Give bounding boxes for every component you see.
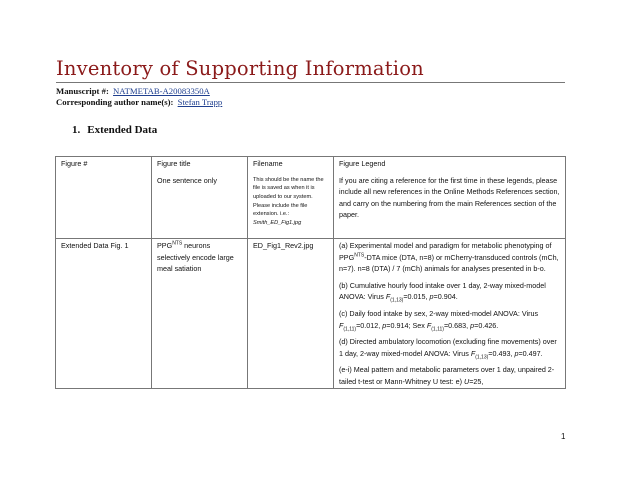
row-figure-num: Extended Data Fig. 1: [61, 241, 129, 250]
filename-example: Smith_ED_Fig1.jpg: [253, 220, 302, 227]
legend-d: (d) Directed ambulatory locomotion (excluding fine movements) over 1 day, 2-way mixed-model ANOVA: Virus $F_{(1,13)}=0.493$, p=0.497.: [339, 337, 557, 361]
title-rule: [56, 82, 565, 83]
section-heading: [72, 124, 157, 136]
table-row: [56, 239, 566, 389]
author-line: [56, 97, 222, 107]
row-filename: ED_Fig1_Rev2.jpg: [253, 241, 314, 250]
manuscript-line: [56, 86, 210, 96]
row-figure-num-cell: [56, 239, 152, 389]
manuscript-label: Manuscript #:: [56, 86, 109, 96]
row-figure-title-cell: [152, 239, 248, 389]
row-figure-title: $PPG^{NTS}$ neurons selectively encode large meal satiation: [157, 240, 234, 274]
legend-a: (a) Experimental model and paradigm for metabolic phenotyping of $PPG^{NTS}$-DTA mice (DTA, n=8) or mCherry-transduced controls (mCh, n=7). n=8 (DTA) / 7 (mCh) animals for analyses presented in b-o.: [339, 241, 559, 274]
header-figure-title-cell: [152, 157, 248, 239]
header-legend-cell: [334, 157, 566, 239]
header-figure-title-hint: One sentence only: [157, 175, 217, 185]
legend-b: (b) Cumulative hourly food intake over 1 day, 2-way mixed-model ANOVA: Virus $F_{(1,13)}=0.015$, p=0.904.: [339, 280, 546, 304]
legend-c: (c) Daily food intake by sex, 2-way mixed-model ANOVA: Virus $F_{(1,11)}=0.012$, p=0.914; Sex $F_{(1,11)}=0.683$, p=0.426.: [339, 308, 539, 332]
header-legend-hint: If you are citing a reference for the first time in these legends, please include all new references in the Online Methods References section, and carry on the numbering from the main References section of the paper.: [339, 175, 560, 220]
author-name-link[interactable]: Stefan Trapp: [177, 97, 223, 107]
extended-data-table: [55, 156, 566, 389]
section-title: Extended Data: [87, 124, 158, 136]
header-figure-num: Figure #: [61, 159, 88, 168]
header-legend: Figure Legend: [339, 159, 386, 168]
row-legend-cell: [334, 239, 566, 389]
table-header-row: [56, 157, 566, 239]
page-number: 1: [561, 432, 566, 441]
header-figure-num-cell: [56, 157, 152, 239]
manuscript-number-link[interactable]: NATMETAB-A20083350A: [113, 86, 210, 96]
header-filename-hint: This should be the name the file is saved as when it is uploaded to our system. Please include the file extension. i.e.: Smith_ED_Fig1.jpg: [253, 176, 324, 227]
header-filename-cell: [248, 157, 334, 239]
section-number: 1.: [72, 124, 81, 136]
legend-e: (e-i) Meal pattern and metabolic parameters over 1 day, unpaired 2-tailed t-test or Mann-Whitney U test: e) U=25,: [339, 365, 555, 386]
header-figure-title: Figure title: [157, 159, 191, 168]
header-filename: Filename: [253, 159, 283, 168]
author-label: Corresponding author name(s):: [56, 97, 174, 107]
page-title: Inventory of Supporting Information: [56, 57, 424, 80]
row-filename-cell: [248, 239, 334, 389]
